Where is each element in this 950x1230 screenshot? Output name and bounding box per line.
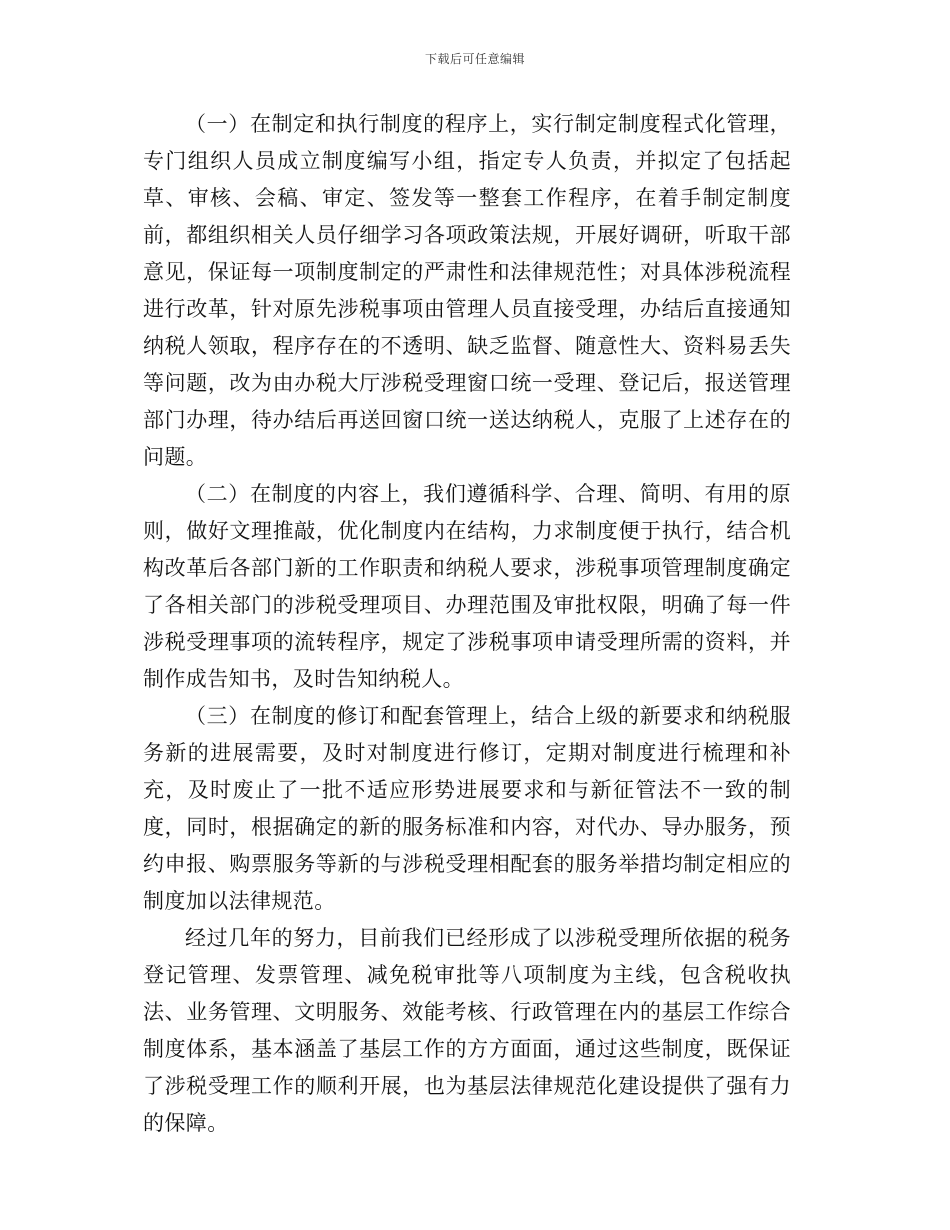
page-header: 下载后可任意编辑 (424, 52, 525, 66)
paragraph-content: （二）在制度的内容上，我们遵循科学、合理、简明、有用的原则，做好文理推敲，优化制度内在结构，力求制度便于执行，结合机构改革后各部门新的工作职责和纳税人要求，涉税事项管理制度确定了各相关部门的涉税受理项目、办理范围及审批权限，明确了每一件涉税受理事项的流转程序，规定了涉税事项申请受理所需的资料，并制作成告知书，及时告知纳税人。 (143, 482, 791, 691)
paragraph-procedure: （一）在制定和执行制度的程序上，实行制定制度程式化管理，专门组织人员成立制度编写小组，指定专人负责，并拟定了包括起草、审核、会稿、审定、签发等一整套工作程序，在着手制定制度前，都组织相关人员仔细学习各项政策法规，开展好调研，听取干部意见，保证每一项制度制定的严肃性和法律规范性；对具体涉税流程进行改革，针对原先涉税事项由管理人员直接受理，办结后直接通知纳税人领取，程序存在的不透明、缺乏监督、随意性大、资料易丢失等问题，改为由办税大厅涉税受理窗口统一受理、登记后，报送管理部门办理，待办结后再送回窗口统一送达纳税人，克服了上述存在的问题。 (143, 112, 791, 469)
paragraph-revision: （三）在制度的修订和配套管理上，结合上级的新要求和纳税服务新的进展需要，及时对制度进行修订，定期对制度进行梳理和补充，及时废止了一批不适应形势进展要求和与新征管法不一致的制度，同时，根据确定的新的服务标准和内容，对代办、导办服务，预约申报、购票服务等新的与涉税受理相配套的服务举措均制定相应的制度加以法律规范。 (143, 704, 791, 913)
paragraph-summary: 经过几年的努力，目前我们已经形成了以涉税受理所依据的税务登记管理、发票管理、减免税审批等八项制度为主线，包含税收执法、业务管理、文明服务、效能考核、行政管理在内的基层工作综合制度体系，基本涵盖了基层工作的方方面面，通过这些制度，既保证了涉税受理工作的顺利开展，也为基层法律规范化建设提供了强有力的保障。 (143, 926, 791, 1135)
document-body (143, 106, 791, 1142)
